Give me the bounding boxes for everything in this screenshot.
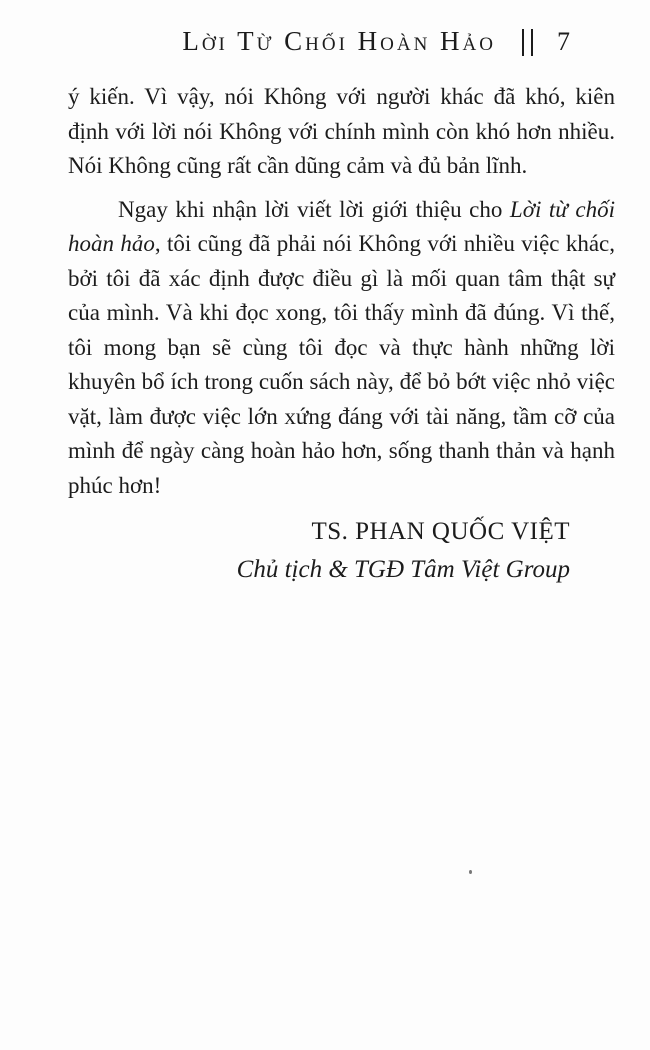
paragraph-2 [68, 193, 615, 504]
page-header [0, 26, 570, 57]
book-page [0, 26, 650, 1050]
paragraph-2-text-after: , tôi cũng đã phải nói Không với nhiều việc khác, bởi tôi đã xác định được điều gì là mối quan tâm thật sự của mình. Và khi đọc xong, tôi thấy mình đã đúng. Vì thế, tôi mong bạn sẽ cùng tôi đọc và thực hành những lời khuyên bổ ích trong cuốn sách này, để bỏ bớt việc nhỏ việc vặt, làm được việc lớn xứng đáng với tài năng, tầm cỡ của mình để ngày càng hoàn hảo hơn, sống thanh thản và hạnh phúc hơn! [68, 231, 616, 498]
double-bar-icon [522, 29, 533, 56]
running-title: Lời Từ Chối Hoàn Hảo [182, 26, 496, 56]
signature-role: Chủ tịch & TGĐ Tâm Việt Group [236, 556, 570, 583]
paragraph-1: ý kiến. Vì vậy, nói Không với người khác đã khó, kiên định với lời nói Không với chính mình còn khó hơn nhiều. Nói Không cũng rất cần dũng cảm và đủ bản lĩnh. [68, 84, 615, 178]
book-title-italic: Lời từ chối hoàn hảo [68, 196, 615, 256]
scan-speck [469, 870, 472, 874]
signature-name: TS. PHAN QUỐC VIỆT [311, 518, 570, 545]
signature-block [68, 513, 615, 588]
paragraph-2-text-before: Ngay khi nhận lời viết lời giới thiệu cho [118, 196, 510, 222]
page-number: 7 [557, 27, 570, 56]
page-body [68, 80, 615, 588]
